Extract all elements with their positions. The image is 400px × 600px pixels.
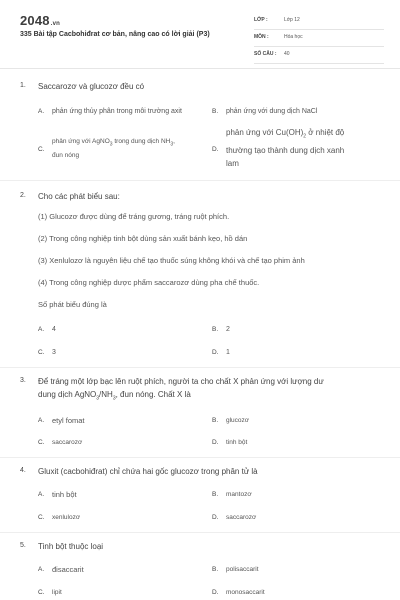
page-title: 335 Bài tập Cacbohiđrat cơ bản, nâng cao có lời giải (P3) xyxy=(20,31,210,38)
meta-label: SỐ CÂU : xyxy=(254,51,277,57)
option-letter: A. xyxy=(38,108,45,115)
question-number: 5. xyxy=(20,542,26,549)
option-text: tinh bột xyxy=(52,490,77,499)
option-text: 2 xyxy=(226,326,230,333)
question-text: Để tráng một lớp bạc lên ruột phích, người ta cho chất X phản ứng với lượng dư xyxy=(38,377,324,386)
option-letter: A. xyxy=(38,326,45,333)
question-text-continued: dung dịch $AgNO_3/NH_3$, đun nóng. Chất X là xyxy=(38,390,191,402)
meta-value: Lớp 12 xyxy=(284,17,300,23)
question-separator xyxy=(0,180,400,181)
option-letter: B. xyxy=(212,108,219,115)
page-header xyxy=(0,0,400,64)
meta-label: MÔN : xyxy=(254,34,269,40)
question-prompt: Số phát biểu đúng là xyxy=(38,300,107,309)
logo-suffix: .vn xyxy=(50,21,61,27)
option-letter: A. xyxy=(38,417,45,424)
option-text: etyl fomat xyxy=(52,416,85,425)
question-number: 3. xyxy=(20,377,26,384)
option-text: xenlulozơ xyxy=(52,514,81,521)
option-letter: D. xyxy=(212,589,219,596)
question-number: 2. xyxy=(20,192,26,199)
option-text: monosaccarit xyxy=(226,589,265,596)
question-text: Gluxit (cacbohiđrat) chỉ chứa hai gốc glucozơ trong phân tử là xyxy=(38,467,258,476)
question-number: 4. xyxy=(20,467,26,474)
option-letter: B. xyxy=(212,326,219,333)
statement-3: (3) Xenlulozơ là nguyên liệu chế tạo thuốc súng không khói và chế tạo phim ảnh xyxy=(38,256,305,265)
statement-4: (4) Trong công nghiệp dược phẩm saccarozơ dùng pha chế thuốc. xyxy=(38,278,260,287)
option-text: 3 xyxy=(52,349,56,356)
option-text: đisaccarit xyxy=(52,565,84,574)
option-letter: B. xyxy=(212,566,219,573)
option-letter: B. xyxy=(212,491,219,498)
meta-value: Hóa học xyxy=(284,34,303,40)
question-separator xyxy=(0,457,400,458)
option-text: glucozơ xyxy=(226,417,250,424)
meta-label: LỚP : xyxy=(254,17,268,23)
question-text: Saccarozơ và glucozơ đều có xyxy=(38,82,145,91)
option-text: lipit xyxy=(52,589,62,596)
meta-row-class xyxy=(254,14,384,30)
option-text: 1 xyxy=(226,349,230,356)
option-c[interactable] xyxy=(38,136,208,166)
option-text: phản ứng với dung dịch NaCl xyxy=(226,108,318,115)
question-text: Tinh bột thuộc loại xyxy=(38,542,104,551)
option-letter: C. xyxy=(38,439,45,446)
option-letter: D. xyxy=(212,514,219,521)
option-text: saccarozơ xyxy=(226,514,257,521)
option-text: polisaccarit xyxy=(226,566,259,573)
question-number: 1. xyxy=(20,82,26,89)
option-letter: C. xyxy=(38,349,45,356)
logo-text: 2048 xyxy=(20,13,50,28)
header-divider xyxy=(0,68,400,69)
meta-value: 40 xyxy=(284,51,290,57)
site-logo[interactable] xyxy=(20,13,60,28)
meta-info xyxy=(254,14,384,65)
option-text: mantozơ xyxy=(226,491,252,498)
question-separator xyxy=(0,532,400,533)
statement-1: (1) Glucozơ được dùng để tráng gương, tráng ruột phích. xyxy=(38,212,230,221)
option-letter: D. xyxy=(212,349,219,356)
meta-row-count xyxy=(254,48,384,64)
option-letter: D. xyxy=(212,146,219,153)
option-letter: A. xyxy=(38,566,45,573)
option-letter: C. xyxy=(38,146,45,153)
option-text: phản ứng với $Cu(OH)_2$ ở nhiệt độ thường tạo thành dung dịch xanh lam xyxy=(226,128,345,168)
option-letter: C. xyxy=(38,589,45,596)
option-text: tinh bột xyxy=(226,439,248,446)
option-letter: C. xyxy=(38,514,45,521)
question-text: Cho các phát biểu sau: xyxy=(38,192,120,201)
question-separator xyxy=(0,367,400,368)
option-text: phản ứng với AgNO$_3$ trong dung dịch $NH_3$, đun nóng xyxy=(52,138,175,160)
option-text: phản ứng thủy phân trong môi trường axit xyxy=(52,108,182,115)
option-text: 4 xyxy=(52,326,56,333)
option-d[interactable] xyxy=(212,126,384,170)
option-text: saccarozơ xyxy=(52,439,83,446)
statement-2: (2) Trong công nghiệp tinh bột dùng sản xuất bánh kẹo, hồ dán xyxy=(38,234,248,243)
option-letter: B. xyxy=(212,417,219,424)
option-letter: D. xyxy=(212,439,219,446)
option-letter: A. xyxy=(38,491,45,498)
meta-row-subject xyxy=(254,31,384,47)
